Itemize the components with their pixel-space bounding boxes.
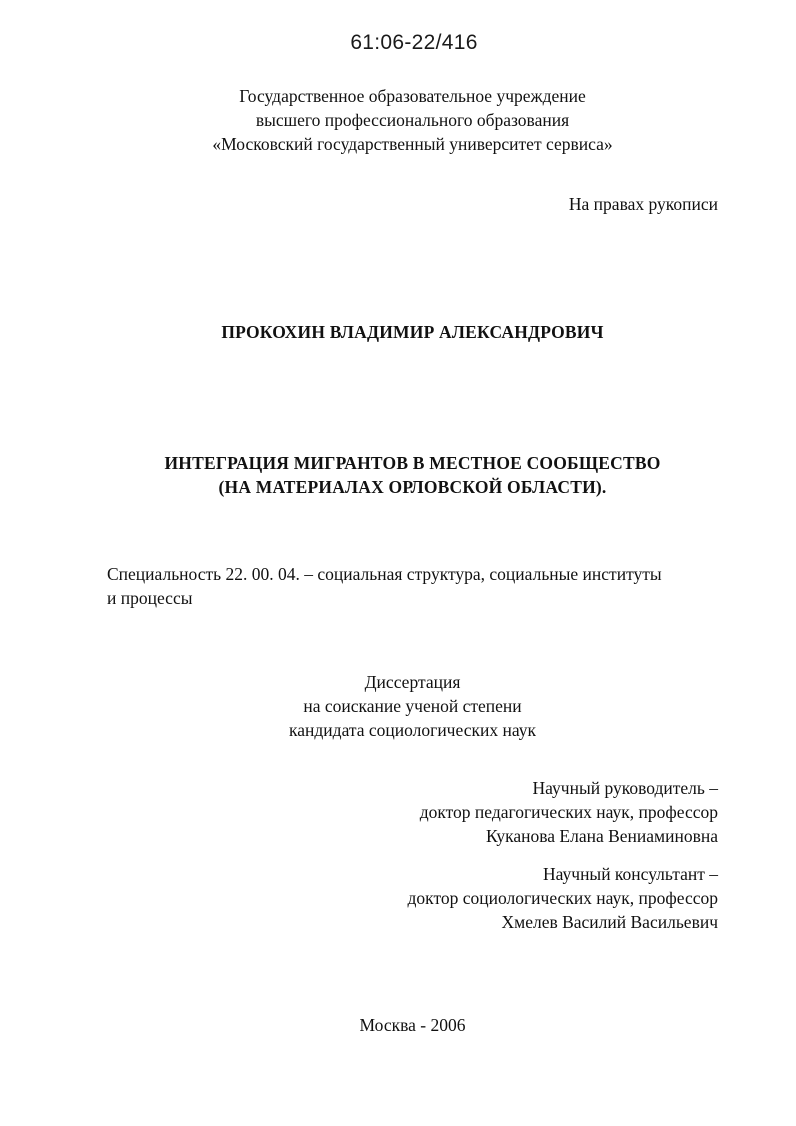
catalog-stamp: 61:06-22/416 bbox=[350, 31, 478, 54]
institution-line: Государственное образовательное учреждение bbox=[239, 86, 586, 106]
manuscript-rights-note: На правах рукописи bbox=[568, 194, 718, 214]
consultant-line: Научный консультант – bbox=[543, 864, 718, 884]
institution-line: высшего профессионального образования bbox=[255, 110, 570, 130]
supervisor-line: доктор педагогических наук, профессор bbox=[419, 802, 718, 822]
degree-line: на соискание ученой степени bbox=[303, 696, 522, 716]
place-and-year: Москва - 2006 bbox=[359, 1015, 466, 1035]
degree-line: Диссертация bbox=[364, 672, 461, 692]
supervisor-line: Научный руководитель – bbox=[532, 778, 718, 798]
supervisor-block bbox=[420, 776, 718, 848]
institution-line: «Московский государственный университет сервиса» bbox=[212, 134, 613, 154]
dissertation-title bbox=[0, 451, 796, 499]
specialty-statement bbox=[107, 562, 747, 610]
author-name: ПРОКОХИН ВЛАДИМИР АЛЕКСАНДРОВИЧ bbox=[221, 322, 604, 342]
title-line: ИНТЕГРАЦИЯ МИГРАНТОВ В МЕСТНОЕ СООБЩЕСТВО bbox=[164, 453, 661, 473]
consultant-block bbox=[408, 862, 718, 934]
supervisor-line: Куканова Елана Вениаминовна bbox=[486, 826, 718, 846]
degree-line: кандидата социологических наук bbox=[289, 720, 536, 740]
consultant-line: доктор социологических наук, профессор bbox=[407, 888, 718, 908]
title-line: (НА МАТЕРИАЛАХ ОРЛОВСКОЙ ОБЛАСТИ). bbox=[218, 477, 607, 497]
specialty-line: Специальность 22. 00. 04. – социальная структура, социальные институты bbox=[107, 564, 662, 584]
consultant-line: Хмелев Василий Васильевич bbox=[501, 912, 718, 932]
degree-block bbox=[0, 670, 796, 742]
institution-block bbox=[0, 84, 796, 156]
specialty-line: и процессы bbox=[107, 588, 193, 608]
